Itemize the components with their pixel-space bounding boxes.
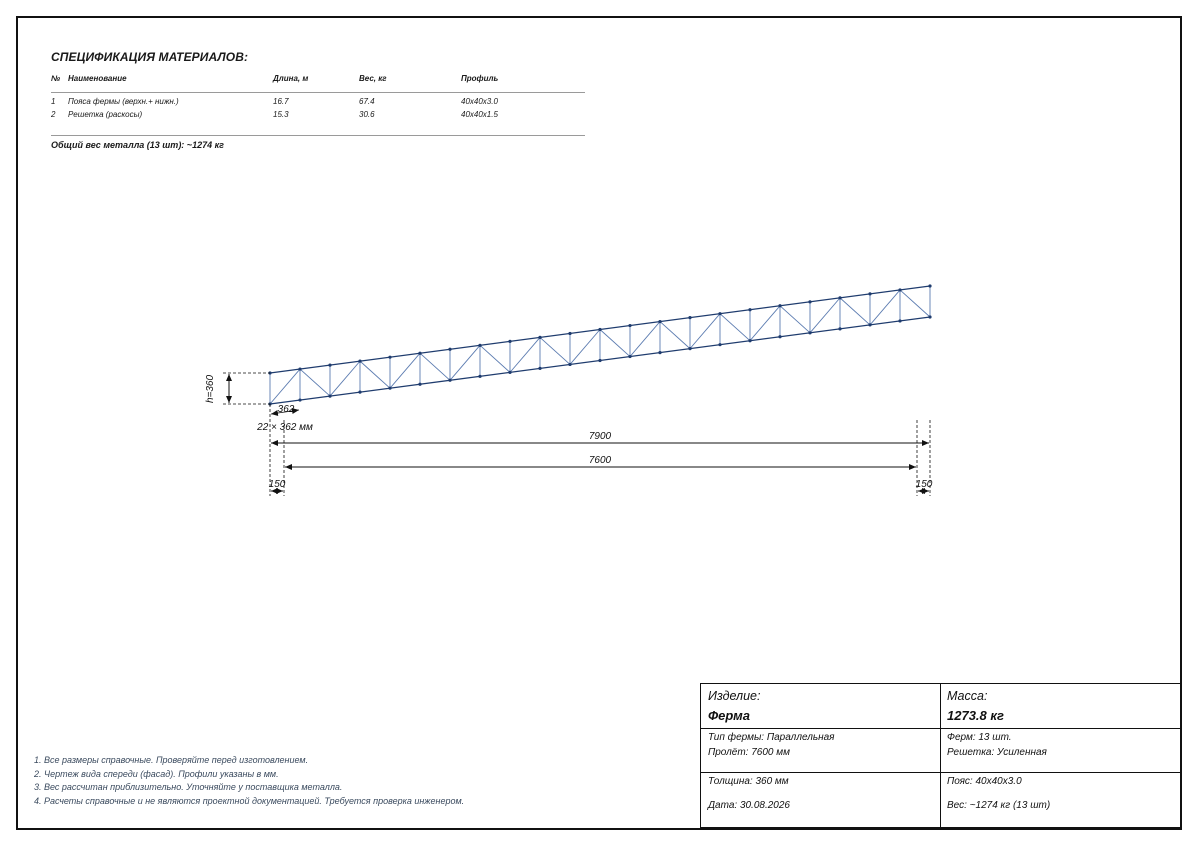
truss-node (298, 398, 301, 401)
truss-node (388, 356, 391, 359)
truss-node (508, 340, 511, 343)
spec-header-number: № (51, 74, 61, 83)
truss-node (448, 379, 451, 382)
truss-node (478, 375, 481, 378)
title-block-divider (701, 728, 1180, 729)
truss-node (568, 332, 571, 335)
chord-profile: Пояс: 40x40x3.0 (947, 776, 1022, 787)
drawing-date: Дата: 30.08.2026 (708, 800, 790, 811)
truss-node (388, 387, 391, 390)
spec-total-weight: Общий вес металла (13 шт): ~1274 кг (51, 140, 224, 150)
truss-diagonal (720, 314, 750, 341)
spec-header-name: Наименование (68, 74, 127, 83)
note-item: 3. Вес рассчитан приблизительно. Уточняйте у поставщика металла. (34, 782, 343, 792)
overall-length-label: 7900 (588, 431, 612, 442)
truss-node (418, 383, 421, 386)
spec-cell-length: 16.7 (273, 97, 289, 106)
truss-node (898, 288, 901, 291)
truss-diagonal (270, 369, 300, 404)
total-weight: Вес: ~1274 кг (13 шт) (947, 800, 1051, 811)
spec-cell-weight: 67.4 (359, 97, 375, 106)
truss-diagonal (630, 322, 660, 357)
truss-node (928, 284, 931, 287)
truss-diagonal (660, 322, 690, 349)
truss-node (778, 304, 781, 307)
spec-cell-length: 15.3 (273, 110, 289, 119)
panel-dimension (256, 404, 313, 433)
truss-diagonal (300, 369, 330, 396)
truss-node (898, 319, 901, 322)
title-block-divider (701, 772, 1180, 773)
truss-node (748, 308, 751, 311)
truss-node (778, 335, 781, 338)
spec-title: СПЕЦИФИКАЦИЯ МАТЕРИАЛОВ: (51, 50, 249, 64)
truss-diagonal (840, 298, 870, 325)
general-notes (34, 754, 464, 808)
spec-header-length: Длина, м (273, 74, 309, 83)
truss-node (358, 391, 361, 394)
mass-label: Масса: (947, 689, 988, 703)
product-label: Изделие: (708, 689, 761, 703)
truss-node (658, 351, 661, 354)
truss-diagonal (360, 361, 390, 388)
truss-node (868, 323, 871, 326)
truss-members (270, 286, 930, 404)
truss-diagonal (480, 345, 510, 372)
truss-node (688, 347, 691, 350)
truss-node (328, 394, 331, 397)
spec-cell-number: 1 (51, 97, 56, 106)
truss-diagonal (810, 298, 840, 333)
truss-diagonal (540, 337, 570, 364)
truss-node (358, 360, 361, 363)
truss-node (718, 312, 721, 315)
spec-cell-name: Решетка (раскосы) (68, 110, 143, 119)
truss-node (838, 296, 841, 299)
title-block-divider (940, 684, 941, 827)
truss-node (538, 336, 541, 339)
height-label: h=360 (205, 374, 216, 404)
lattice-type: Решетка: Усиленная (947, 747, 1047, 758)
spec-cell-number: 2 (51, 110, 56, 119)
span-length-label: 7600 (588, 455, 612, 466)
product-value: Ферма (708, 708, 750, 723)
panels-count-label: 22 × 362 мм (257, 422, 313, 433)
note-item: 1. Все размеры справочные. Проверяйте перед изготовлением. (34, 755, 309, 765)
truss-node (748, 339, 751, 342)
truss-node (448, 348, 451, 351)
truss-node (538, 367, 541, 370)
truss-diagonal (450, 345, 480, 380)
truss-node (298, 367, 301, 370)
left-support-label: 150 (268, 479, 286, 490)
truss-node (658, 320, 661, 323)
right-support-label: 150 (915, 479, 933, 490)
truss-node (808, 300, 811, 303)
spec-cell-profile: 40x40x1.5 (461, 110, 498, 119)
panel-label: 362 (277, 404, 295, 415)
truss-diagonal (690, 314, 720, 349)
truss-diagonal (510, 337, 540, 372)
truss-node (718, 343, 721, 346)
title-block (700, 683, 1181, 828)
truss-node (868, 292, 871, 295)
note-item: 2. Чертеж вида спереди (фасад). Профили указаны в мм. (34, 768, 279, 779)
truss-node (928, 315, 931, 318)
truss-node (418, 352, 421, 355)
truss-node (598, 328, 601, 331)
truss-type: Тип фермы: Параллельная (708, 732, 835, 743)
truss-diagonal (420, 353, 450, 380)
truss-span: Пролёт: 7600 мм (708, 747, 790, 758)
spec-cell-weight: 30.6 (359, 110, 375, 119)
truss-diagonal (750, 306, 780, 341)
truss-thickness: Толщина: 360 мм (708, 776, 789, 787)
truss-node (838, 327, 841, 330)
mass-value: 1273.8 кг (947, 708, 1004, 723)
truss-diagonal (330, 361, 360, 396)
truss-diagonal (900, 290, 930, 317)
span-dimensions (269, 404, 933, 496)
truss-node (628, 355, 631, 358)
height-dimension (205, 373, 270, 404)
truss-count: Ферм: 13 шт. (947, 732, 1012, 743)
truss-node (508, 371, 511, 374)
spec-cell-profile: 40x40x3.0 (461, 97, 498, 106)
truss-node (568, 363, 571, 366)
truss-diagonal (570, 330, 600, 365)
truss-diagonal (600, 330, 630, 357)
truss-node (328, 363, 331, 366)
spec-cell-name: Пояса фермы (верхн.+ нижн.) (68, 97, 179, 106)
spec-header-profile: Профиль (461, 74, 499, 83)
truss-node (688, 316, 691, 319)
spec-header-weight: Вес, кг (359, 74, 387, 83)
truss-node (628, 324, 631, 327)
note-item: 4. Расчеты справочные и не являются проектной документацией. Требуется проверка инженером. (34, 795, 465, 806)
truss-node (478, 344, 481, 347)
truss-diagonal (870, 290, 900, 325)
truss-diagonal (390, 353, 420, 388)
truss-node (808, 331, 811, 334)
truss-node (598, 359, 601, 362)
truss-diagonal (780, 306, 810, 333)
